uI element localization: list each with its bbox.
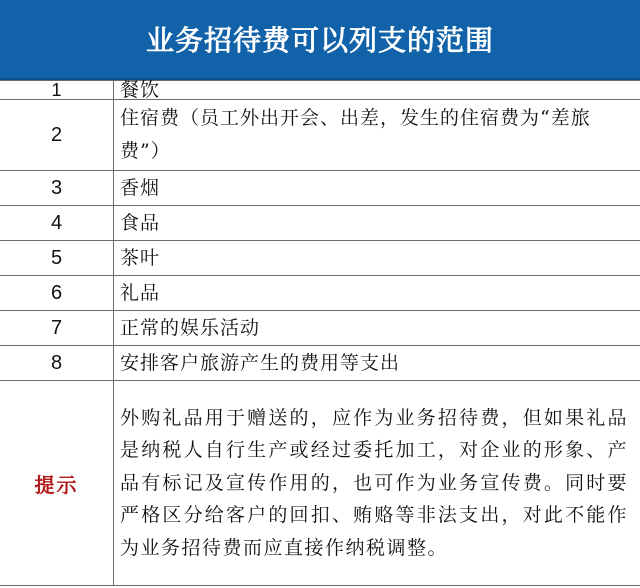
- table-row: [0, 311, 640, 346]
- tip-label: 提示: [0, 381, 114, 586]
- row-number: 2: [0, 100, 114, 171]
- row-number: 4: [0, 206, 114, 241]
- row-item: 香烟: [114, 171, 640, 206]
- row-number: 3: [0, 171, 114, 206]
- page-title-banner: [0, 0, 640, 78]
- tip-row: [0, 381, 640, 586]
- row-number: 6: [0, 276, 114, 311]
- row-item: 茶叶: [114, 241, 640, 276]
- row-number: 1: [0, 81, 114, 100]
- row-item: 餐饮: [114, 81, 640, 100]
- row-number: 8: [0, 346, 114, 381]
- table-row: [0, 206, 640, 241]
- row-item: 正常的娱乐活动: [114, 311, 640, 346]
- table-row: [0, 241, 640, 276]
- page-title: 业务招待费可以列支的范围: [145, 24, 494, 57]
- table-row: [0, 276, 640, 311]
- row-number: 7: [0, 311, 114, 346]
- table-row: [0, 346, 640, 381]
- row-item: 住宿费（员工外出开会、出差，发生的住宿费为“差旅费”）: [114, 100, 640, 171]
- table-row: [0, 100, 640, 171]
- row-item: 食品: [114, 206, 640, 241]
- table-row: [0, 171, 640, 206]
- expense-range-table: [0, 80, 640, 586]
- table-row: [0, 81, 640, 100]
- row-item: 礼品: [114, 276, 640, 311]
- tip-text: 外购礼品用于赠送的，应作为业务招待费，但如果礼品是纳税人自行生产或经过委托加工，对企业的形象、产品有标记及宣传作用的，也可作为业务宣传费。同时要严格区分给客户的回扣、贿赂等非法支出，对此不能作为业务招待费而应直接作纳税调整。: [114, 381, 640, 586]
- row-item: 安排客户旅游产生的费用等支出: [114, 346, 640, 381]
- row-number: 5: [0, 241, 114, 276]
